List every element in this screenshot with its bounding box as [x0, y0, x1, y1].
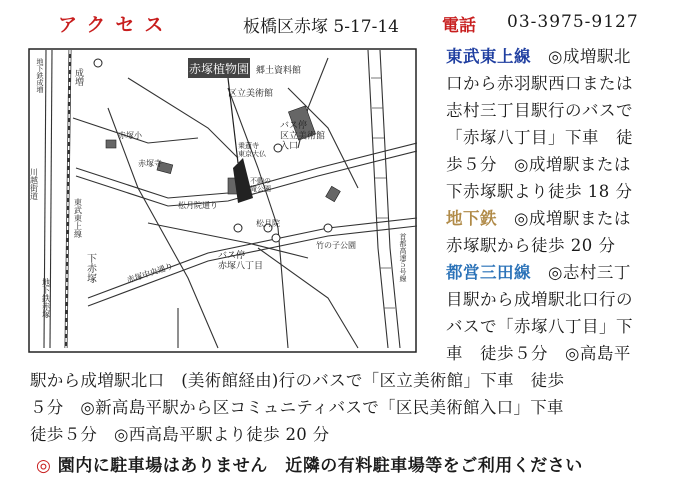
- access-line-2: 口から赤羽駅西口または: [446, 74, 633, 93]
- map-label-kawagoe: 川越街道: [29, 168, 39, 200]
- tel-number: 03-3975-9127: [507, 12, 639, 32]
- map-label-takenoko: 竹の子公園: [316, 241, 356, 250]
- access-line-4: 「赤塚八丁目」下車 徒: [446, 128, 633, 147]
- map-label-garden: 赤塚植物園: [188, 62, 250, 76]
- access-line-15: 徒歩５分 ◎西高島平駅より徒歩 20 分: [30, 425, 330, 444]
- access-line-12: 車 徒歩５分 ◎高島平: [446, 344, 631, 363]
- map-label-metro-narimasu: 地下鉄成増: [36, 58, 44, 93]
- page-title: アクセス: [58, 14, 174, 36]
- access-line-7: 地下鉄 ◎成増駅または: [446, 209, 631, 228]
- access-line-13: 駅から成増駅北口 (美術館経由)行のバスで「区立美術館」下車 徒歩: [30, 371, 565, 390]
- access-line-3: 志村三丁目駅行のバスで: [446, 101, 633, 120]
- map-label-matsutsuki: 松月院通り: [178, 201, 218, 210]
- access-line-10: 目駅から成増駅北口行の: [446, 290, 633, 309]
- notice-mark: ◎: [36, 456, 52, 476]
- map-label-museum: 区立美術館: [228, 89, 274, 99]
- access-line-8: 赤塚駅から徒歩 20 分: [446, 236, 616, 255]
- tobu-line-label: 東武東上線: [446, 47, 531, 66]
- map-label-metro-akatsuka: 地下鉄赤塚: [41, 278, 51, 318]
- access-line-6: 下赤塚駅より徒歩 18 分: [446, 182, 633, 201]
- map-label-jorenji: 乗蓮寺東京大仏: [238, 142, 266, 159]
- access-line-11: バスで「赤塚八丁目」下: [446, 317, 633, 336]
- access-line-14: ５分 ◎新高島平駅から区コミュニティバスで「区民美術館入口」下車: [30, 398, 564, 417]
- access-line-9: 都営三田線 ◎志村三丁: [446, 263, 631, 282]
- map-label-akatsuka-chuo: 赤塚中央通り: [125, 261, 175, 285]
- notice-text: 園内に駐車場はありません 近隣の有料駐車場等をご利用ください: [57, 456, 583, 476]
- map-label-tobu: 東武東上線: [73, 198, 83, 238]
- map-label-fudo: 不動の滝公園: [250, 177, 271, 194]
- map-label-akatsuka-ji: 赤塚寺: [138, 159, 162, 168]
- map-label-narimasu: 成増: [73, 68, 83, 86]
- map-label-shutoko: 首都高速５号線: [399, 233, 407, 282]
- tel-label: 電話: [442, 16, 476, 36]
- map-label-bus-hachome: バス停赤塚八丁目: [218, 251, 264, 272]
- map-label-shimoakatsuka: 下赤塚: [84, 253, 96, 283]
- map-label-bus-museum: バス停区立美術館入口: [280, 121, 326, 152]
- address: 板橋区赤塚 5-17-14: [243, 17, 399, 37]
- map-label-matsutsukiin: 松月院: [256, 219, 280, 228]
- access-line-5: 歩５分 ◎成増駅または: [446, 155, 631, 174]
- access-map: [28, 48, 417, 353]
- access-line-1: 東武東上線 ◎成増駅北: [446, 47, 631, 66]
- toei-line-label: 都営三田線: [446, 263, 531, 282]
- map-label-kyodo: 郷土資料館: [256, 66, 302, 76]
- map-label-akatsuka-sho: 赤塚小: [118, 131, 142, 140]
- parking-notice: [36, 451, 583, 476]
- metro-label: 地下鉄: [446, 209, 497, 228]
